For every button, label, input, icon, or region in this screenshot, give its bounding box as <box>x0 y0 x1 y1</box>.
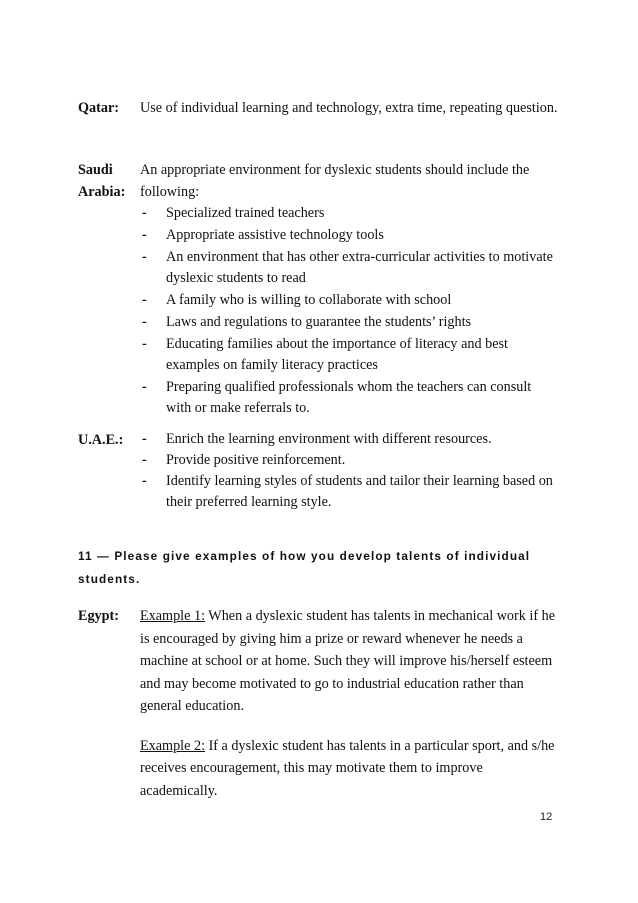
uae-entry <box>78 429 558 513</box>
list-item: - An environment that has other extra-curricular activities to motivate dyslexic students to read <box>142 249 553 286</box>
egypt-example-1 <box>140 605 558 718</box>
list-item: - Specialized trained teachers <box>142 205 325 221</box>
uae-body <box>140 429 558 513</box>
qatar-text: Use of individual learning and technology, extra time, repeating question. <box>140 100 558 116</box>
saudi-list <box>140 203 558 419</box>
saudi-label-line2: Arabia: <box>78 184 126 200</box>
egypt-example-2 <box>140 735 558 803</box>
example-1-title: Example 1: <box>140 608 206 624</box>
uae-label: U.A.E.: <box>78 432 124 448</box>
uae-list <box>140 429 558 513</box>
example-1-text: When a dyslexic student has talents in mechanical work if he is encouraged by giving him a prize or reward whenever he needs a machine at school or at home. Such they will improve his/herself esteem and may become motivated to go to industrial education rather than general education. <box>140 608 555 714</box>
egypt-label: Egypt: <box>78 608 119 624</box>
saudi-entry <box>78 159 558 419</box>
example-2-title: Example 2: <box>140 737 206 754</box>
list-item: - Educating families about the importance of literacy and best examples on family literacy practices <box>142 336 508 373</box>
list-item: - Appropriate assistive technology tools <box>142 227 384 243</box>
saudi-body <box>140 159 558 419</box>
example-2-text: If a dyslexic student has talents in a particular sport, and s/he receives encouragement, this may motivate them to improve academically. <box>140 737 555 799</box>
page-number: 12 <box>540 811 553 823</box>
qatar-label: Qatar: <box>78 100 119 116</box>
egypt-entry <box>78 605 558 802</box>
list-item: - Laws and regulations to guarantee the students’ rights <box>142 314 472 330</box>
list-item: - Provide positive reinforcement. <box>142 452 346 468</box>
qatar-entry <box>78 97 558 119</box>
saudi-label <box>78 159 140 203</box>
list-item: - Enrich the learning environment with different resources. <box>142 431 492 447</box>
list-item: - Identify learning styles of students and tailor their learning based on their preferred learning style. <box>142 473 553 510</box>
list-item: - A family who is willing to collaborate with school <box>142 292 452 308</box>
saudi-label-line1: Saudi <box>78 162 113 178</box>
question-heading: 11 — Please give examples of how you develop talents of individual students. <box>78 549 531 586</box>
egypt-body <box>140 605 558 802</box>
saudi-intro: An appropriate environment for dyslexic students should include the following: <box>140 162 530 200</box>
list-item: - Preparing qualified professionals whom the teachers can consult with or make referrals to. <box>142 379 532 416</box>
